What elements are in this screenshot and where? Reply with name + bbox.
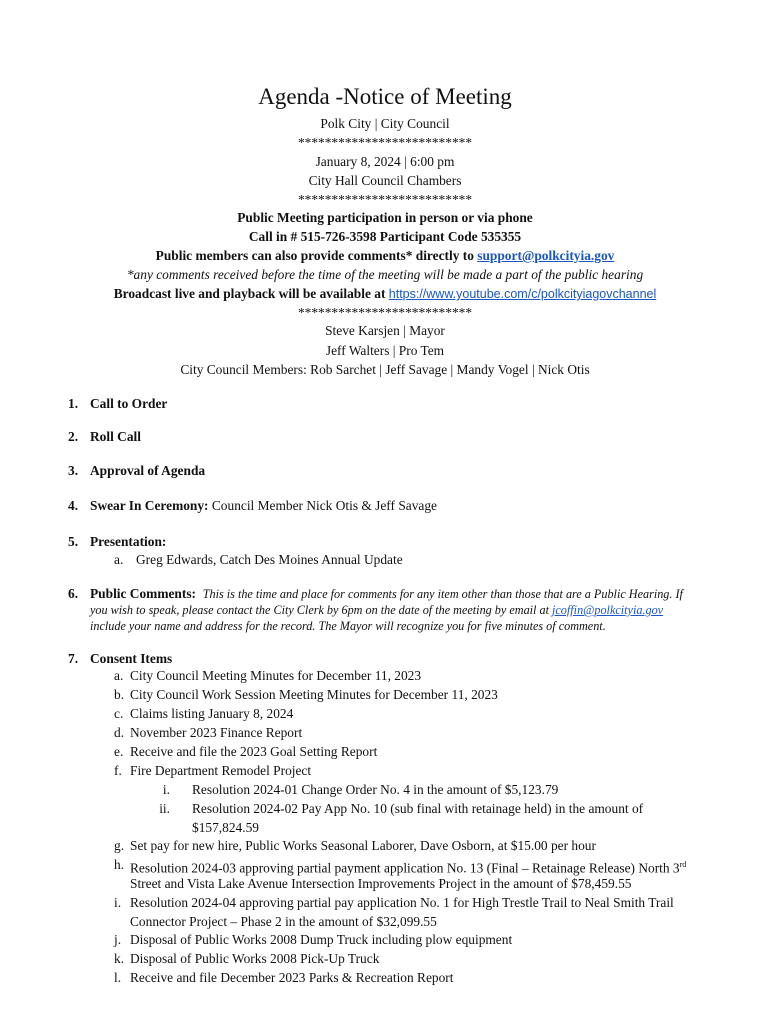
sub-text: Set pay for new hire, Public Works Seasonal Laborer, Dave Osborn, at $15.00 per hour	[130, 838, 596, 853]
participation-line: Public Meeting participation in person or via phone	[237, 210, 533, 225]
council-members-line: City Council Members: Rob Sarchet | Jeff Savage | Mandy Vogel | Nick Otis	[180, 362, 590, 377]
item-title: Presentation:	[90, 534, 167, 549]
sub-text-line-1: Resolution 2024-03 approving partial payment application No. 13 (Final – Retainage Release) North 3	[130, 860, 680, 876]
public-comments-note-3: include your name and address for the record. The Mayor will recognize you for five minutes of comment.	[90, 619, 606, 633]
sub-text-line-2: Connector Project – Phase 2 in the amount of $32,099.55	[130, 914, 437, 929]
sub-text: November 2023 Finance Report	[130, 725, 303, 740]
org-name: Polk City | City Council	[320, 116, 450, 131]
comments-line	[0, 246, 770, 265]
divider-2: **************************	[297, 192, 473, 207]
item-detail: Council Member Nick Otis & Jeff Savage	[208, 498, 437, 513]
sub-letter: k.	[114, 951, 125, 966]
ordinal-suffix: rd	[679, 860, 687, 869]
item-title: Call to Order	[90, 396, 168, 411]
mayor-line: Steve Karsjen | Mayor	[325, 323, 445, 338]
sub-letter: a.	[114, 552, 124, 567]
sub-letter: a.	[114, 668, 124, 683]
public-comments-note-1: This is the time and place for comments for any item other than those that are a Public Hearing. If	[202, 587, 683, 601]
comments-prefix: Public members can also provide comments* directly to	[155, 248, 478, 263]
pro-tem-line: Jeff Walters | Pro Tem	[325, 343, 445, 358]
comments-note: *any comments received before the time of the meeting will be made a part of the public hearing	[126, 267, 644, 282]
sub-text: Greg Edwards, Catch Des Moines Annual Update	[136, 552, 403, 567]
roman-numeral: ii.	[159, 801, 170, 816]
sub-text-line-2: Street and Vista Lake Avenue Intersection Improvements Project in the amount of $78,459.55	[130, 876, 632, 891]
item-number: 4.	[68, 498, 79, 513]
item-title: Approval of Agenda	[90, 463, 206, 478]
sub-letter: h.	[114, 857, 125, 872]
sub-letter: c.	[114, 706, 124, 721]
meeting-date: January 8, 2024 | 6:00 pm	[315, 154, 455, 169]
sub-letter: l.	[114, 970, 122, 985]
roman-text: Resolution 2024-02 Pay App No. 10 (sub final with retainage held) in the amount of	[192, 801, 644, 816]
roman-numeral: i.	[162, 782, 170, 797]
item-title: Roll Call	[90, 429, 141, 444]
sub-letter: g.	[114, 838, 125, 853]
sub-text: City Council Work Session Meeting Minutes for December 11, 2023	[130, 687, 498, 702]
item-number: 2.	[68, 429, 79, 444]
sub-text: Disposal of Public Works 2008 Dump Truck including plow equipment	[130, 932, 513, 947]
item-title: Swear In Ceremony:	[90, 498, 209, 513]
support-email-link[interactable]: support@polkcityia.gov	[477, 248, 615, 263]
item-title: Consent Items	[90, 651, 173, 666]
sub-letter: f.	[114, 763, 122, 778]
sub-text-line-1: Resolution 2024-04 approving partial pay application No. 1 for High Trestle Trail to Neal Smith Trail	[130, 895, 674, 910]
item-title: Public Comments:	[90, 586, 197, 601]
roman-text-continued: $157,824.59	[192, 820, 259, 835]
broadcast-prefix: Broadcast live and playback will be available at	[113, 286, 389, 301]
item-number: 6.	[68, 586, 79, 601]
item-number: 7.	[68, 651, 79, 666]
divider-3: **************************	[297, 305, 473, 320]
sub-text: City Council Meeting Minutes for December 11, 2023	[130, 668, 422, 683]
call-in-line: Call in # 515-726-3598 Participant Code 535355	[248, 229, 522, 244]
divider-1: **************************	[297, 135, 473, 150]
broadcast-line	[0, 284, 770, 304]
sub-text: Receive and file December 2023 Parks & Recreation Report	[130, 970, 454, 985]
sub-letter: j.	[114, 932, 122, 947]
item-number: 3.	[68, 463, 79, 478]
item-text	[90, 497, 740, 515]
sub-text: Fire Department Remodel Project	[130, 763, 312, 778]
sub-letter: i.	[114, 895, 122, 910]
meeting-location: City Hall Council Chambers	[308, 173, 462, 188]
sub-letter: b.	[114, 687, 125, 702]
sub-text: Disposal of Public Works 2008 Pick-Up Truck	[130, 951, 380, 966]
item-number: 5.	[68, 534, 79, 549]
sub-text: Claims listing January 8, 2024	[130, 706, 294, 721]
sub-letter: d.	[114, 725, 125, 740]
clerk-email-link[interactable]: jcoffin@polkcityia.gov	[552, 603, 664, 617]
public-comments-note-2-text: you wish to speak, please contact the City Clerk by 6pm on the date of the meeting by email at	[90, 603, 553, 617]
roman-text: Resolution 2024-01 Change Order No. 4 in the amount of $5,123.79	[192, 782, 559, 797]
youtube-channel-link[interactable]: https://www.youtube.com/c/polkcityiagovchannel	[388, 287, 657, 301]
item-number: 1.	[68, 396, 79, 411]
page-title: Agenda -Notice of Meeting	[258, 84, 512, 109]
sub-letter: e.	[114, 744, 124, 759]
sub-text: Receive and file the 2023 Goal Setting Report	[130, 744, 378, 759]
